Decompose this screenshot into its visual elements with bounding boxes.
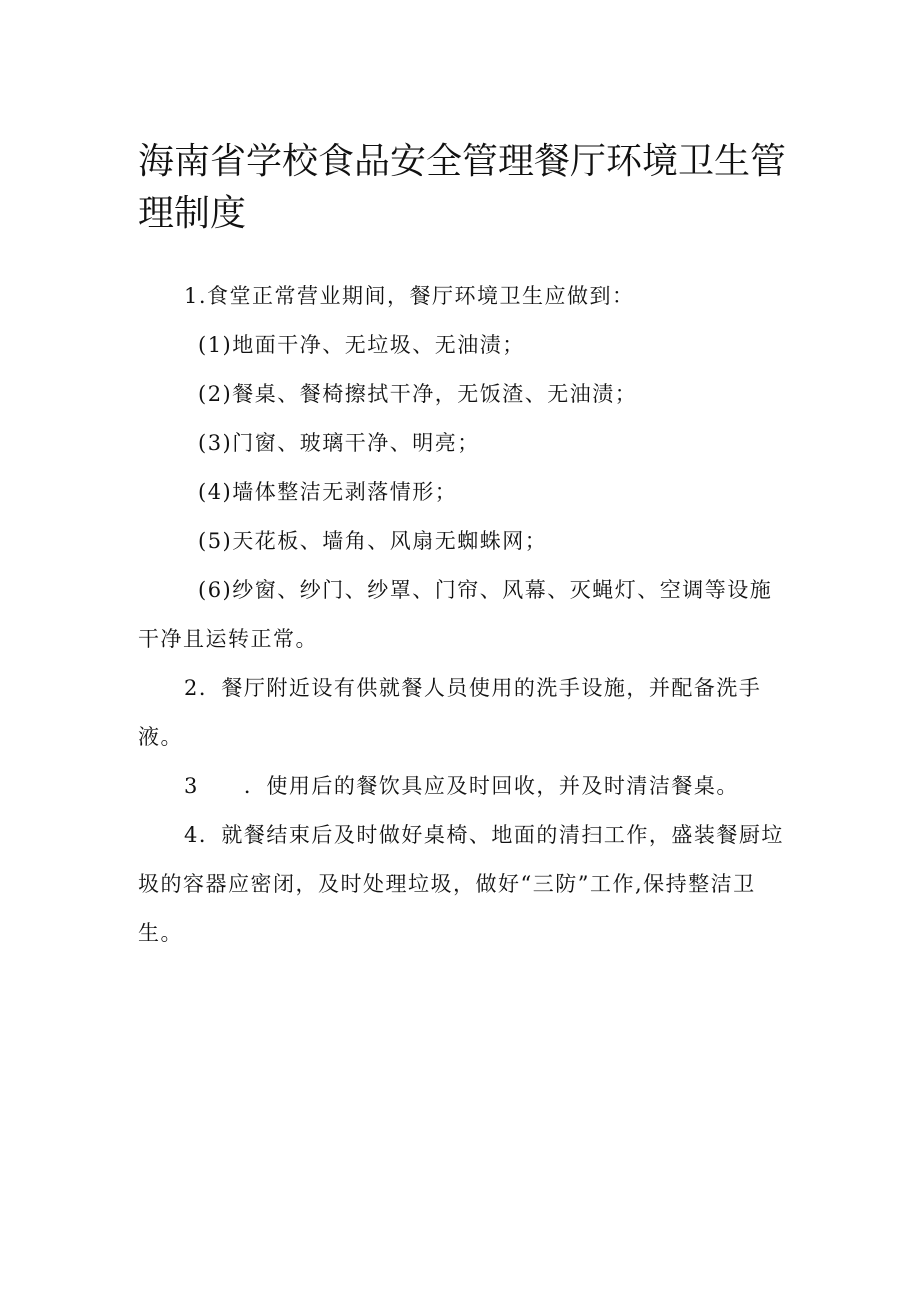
clause-1-item-2: (2)餐桌、餐椅擦拭干净，无饭渣、无油渍； bbox=[198, 382, 638, 406]
clause-2: 2．餐厅附近设有供就餐人员使用的洗手设施，并配备洗手液。 bbox=[138, 676, 762, 749]
clause-1-item-1: (1)地面干净、无垃圾、无油渍； bbox=[198, 333, 525, 357]
clause-1-item-3: (3)门窗、玻璃干净、明亮； bbox=[198, 431, 480, 455]
clause-1: 1.食堂正常营业期间，餐厅环境卫生应做到： bbox=[184, 284, 635, 308]
document-body bbox=[138, 272, 788, 958]
clause-1-item-6: (6)纱窗、纱门、纱罩、门帘、风幕、灭蝇灯、空调等设施干净且运转正常。 bbox=[138, 578, 773, 651]
clause-1-item-5: (5)天花板、墙角、风扇无蜘蛛网； bbox=[198, 529, 548, 553]
clause-3: 3 ．使用后的餐饮具应及时回收，并及时清洁餐桌。 bbox=[184, 774, 739, 798]
clause-4: 4．就餐结束后及时做好桌椅、地面的清扫工作，盛装餐厨垃圾的容器应密闭，及时处理垃圾，做好“三防”工作,保持整洁卫生。 bbox=[138, 823, 784, 945]
document-title: 海南省学校食品安全管理餐厅环境卫生管理制度 bbox=[138, 141, 787, 234]
clause-1-item-4: (4)墙体整洁无剥落情形； bbox=[198, 480, 458, 504]
